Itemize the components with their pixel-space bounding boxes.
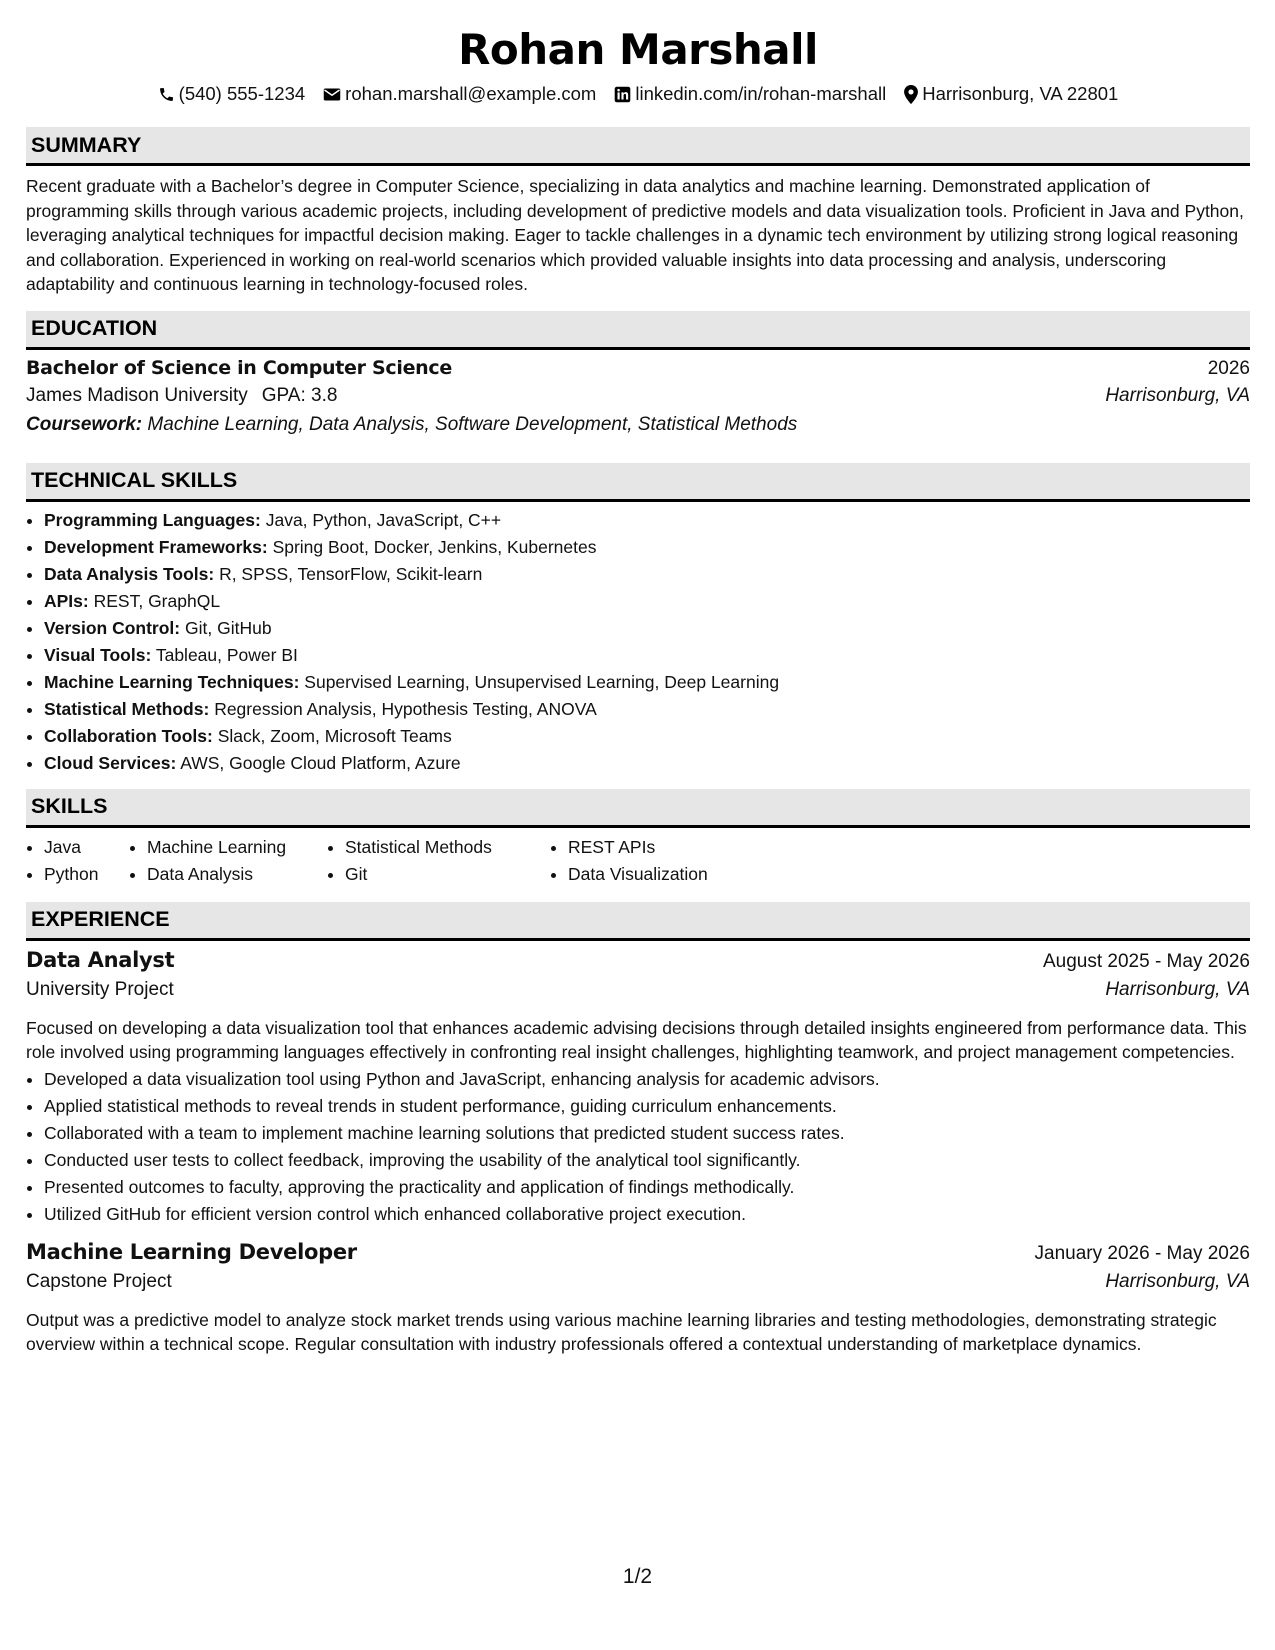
job-dates: August 2025 - May 2026 [1042,950,1250,972]
school-line [26,385,337,407]
list-item [44,615,1250,642]
skill-category: Development Frameworks: [44,536,268,557]
skill-category: Collaboration Tools: [44,725,213,746]
skills-column [322,834,545,888]
skill-values: Git, GitHub [185,617,272,638]
email-icon [323,87,341,102]
skill-category: Cloud Services: [44,752,177,773]
school-name: James Madison University [26,384,248,406]
list-item [44,561,1250,588]
skill-values: Supervised Learning, Unsupervised Learning, Deep Learning [304,671,780,692]
list-item: • Data Visualization [568,861,768,888]
section-heading-technical-skills: TECHNICAL SKILLS [26,463,1250,502]
list-item [44,750,1250,777]
skill-values: REST, GraphQL [93,590,221,611]
technical-skills-list [26,507,1250,777]
school-location: Harrisonburg, VA [1105,384,1250,406]
job-description: Focused on developing a data visualization tool that enhances academic advising decisions through detailed insights engineered from performance data. This role involved using programming languages effectively in confronting real insight challenges, highlighting teamwork, and project management competencies. [26,1017,1247,1062]
list-item: • Java [44,834,124,861]
list-item: • Collaborated with a team to implement machine learning solutions that predicted student success rates. [44,1120,1250,1147]
job-title: Machine Learning Developer [26,1239,357,1264]
skill-category: Programming Languages: [44,509,261,530]
skill-values: Tableau, Power BI [155,644,298,665]
section-heading-skills: SKILLS [26,789,1250,828]
skill-category: Statistical Methods: [44,698,210,719]
job-location: Harrisonburg, VA [1105,978,1250,1000]
skills-column [26,834,124,888]
list-item: • Statistical Methods [345,834,545,861]
skill-values: Regression Analysis, Hypothesis Testing, ANOVA [214,698,597,719]
experience-entry [26,948,1250,1228]
linkedin-text[interactable]: linkedin.com/in/rohan-marshall [635,83,887,104]
list-item [44,534,1250,561]
contact-email[interactable] [323,83,596,105]
list-item: • Git [345,861,545,888]
skill-category: Version Control: [44,617,181,638]
skill-values: AWS, Google Cloud Platform, Azure [180,752,461,773]
phone-text: (540) 555-1234 [178,83,306,104]
email-text[interactable]: rohan.marshall@example.com [345,83,597,104]
degree-title: Bachelor of Science in Computer Science [26,356,452,379]
job-organization: Capstone Project [26,1270,172,1292]
section-heading-education: EDUCATION [26,311,1250,350]
section-heading-experience: EXPERIENCE [26,902,1250,941]
gpa: GPA: 3.8 [261,384,338,406]
job-description: Output was a predictive model to analyze stock market trends using various machine learning libraries and testing methodologies, demonstrating strategic overview within a technical scope. Regular consultation with industry professionals offered a contextual understanding of marketplace dynamics. [26,1309,1217,1354]
list-item: • Developed a data visualization tool using Python and JavaScript, enhancing analysis for academic advisors. [44,1066,1250,1093]
list-item: • Utilized GitHub for efficient version control which enhanced collaborative project execution. [44,1201,1250,1228]
contact-linkedin[interactable] [614,83,886,105]
skill-values: Java, Python, JavaScript, C++ [265,509,502,530]
list-item: • Data Analysis [147,861,322,888]
job-location: Harrisonburg, VA [1105,1270,1250,1292]
page-number: 1/2 [622,1565,653,1588]
job-organization: University Project [26,978,174,1000]
list-item: • Python [44,861,124,888]
location-text: Harrisonburg, VA 22801 [922,83,1119,104]
phone-icon [158,86,175,103]
coursework-line [26,414,1250,443]
skills-column [124,834,322,888]
skill-values: R, SPSS, TensorFlow, Scikit-learn [219,563,483,584]
list-item: • REST APIs [568,834,768,861]
list-item [44,642,1250,669]
resume-page [26,0,1250,1357]
skill-values: Spring Boot, Docker, Jenkins, Kubernetes [272,536,597,557]
candidate-name: Rohan Marshall [458,25,818,74]
coursework-list: Machine Learning, Data Analysis, Software Development, Statistical Methods [147,413,798,435]
skill-category: Data Analysis Tools: [44,563,215,584]
contact-location [904,83,1118,105]
list-item [44,669,1250,696]
skill-values: Slack, Zoom, Microsoft Teams [217,725,452,746]
degree-year: 2026 [1207,357,1250,379]
contact-bar [26,80,1250,108]
list-item: • Presented outcomes to faculty, approving the practicality and application of findings methodically. [44,1174,1250,1201]
skills-column [545,834,768,888]
list-item: • Applied statistical methods to reveal trends in student performance, guiding curriculum enhancements. [44,1093,1250,1120]
skill-category: APIs: [44,590,89,611]
list-item [44,696,1250,723]
list-item: • Machine Learning [147,834,322,861]
list-item: • Conducted user tests to collect feedback, improving the usability of the analytical tool significantly. [44,1147,1250,1174]
experience-entry [26,1240,1250,1357]
list-item [44,507,1250,534]
summary-text: Recent graduate with a Bachelor’s degree in Computer Science, specializing in data analytics and machine learning. Demonstrated application of programming skills through various academic projects, including development of predictive models and data visualization tools. Proficient in Java and Python, leveraging analytical techniques for impactful decision making. Eager to tackle challenges in a dynamic tech environment by utilizing strong logical reasoning and collaboration. Experienced in working on real-world scenarios which provided valuable insights into data processing and analysis, underscoring adaptability and continuous learning in technology-focused roles. [26,176,1244,294]
linkedin-icon [614,86,631,103]
section-heading-summary: SUMMARY [26,127,1250,166]
coursework-label: Coursework: [26,413,143,435]
job-title: Data Analyst [26,947,175,972]
education-entry [26,357,1250,443]
skills-grid [26,834,1250,888]
contact-phone [158,83,306,105]
map-pin-icon [904,85,918,104]
job-dates: January 2026 - May 2026 [1034,1242,1250,1264]
list-item [44,723,1250,750]
list-item [44,588,1250,615]
skill-category: Machine Learning Techniques: [44,671,300,692]
job-bullets [26,1066,1250,1228]
skill-category: Visual Tools: [44,644,152,665]
